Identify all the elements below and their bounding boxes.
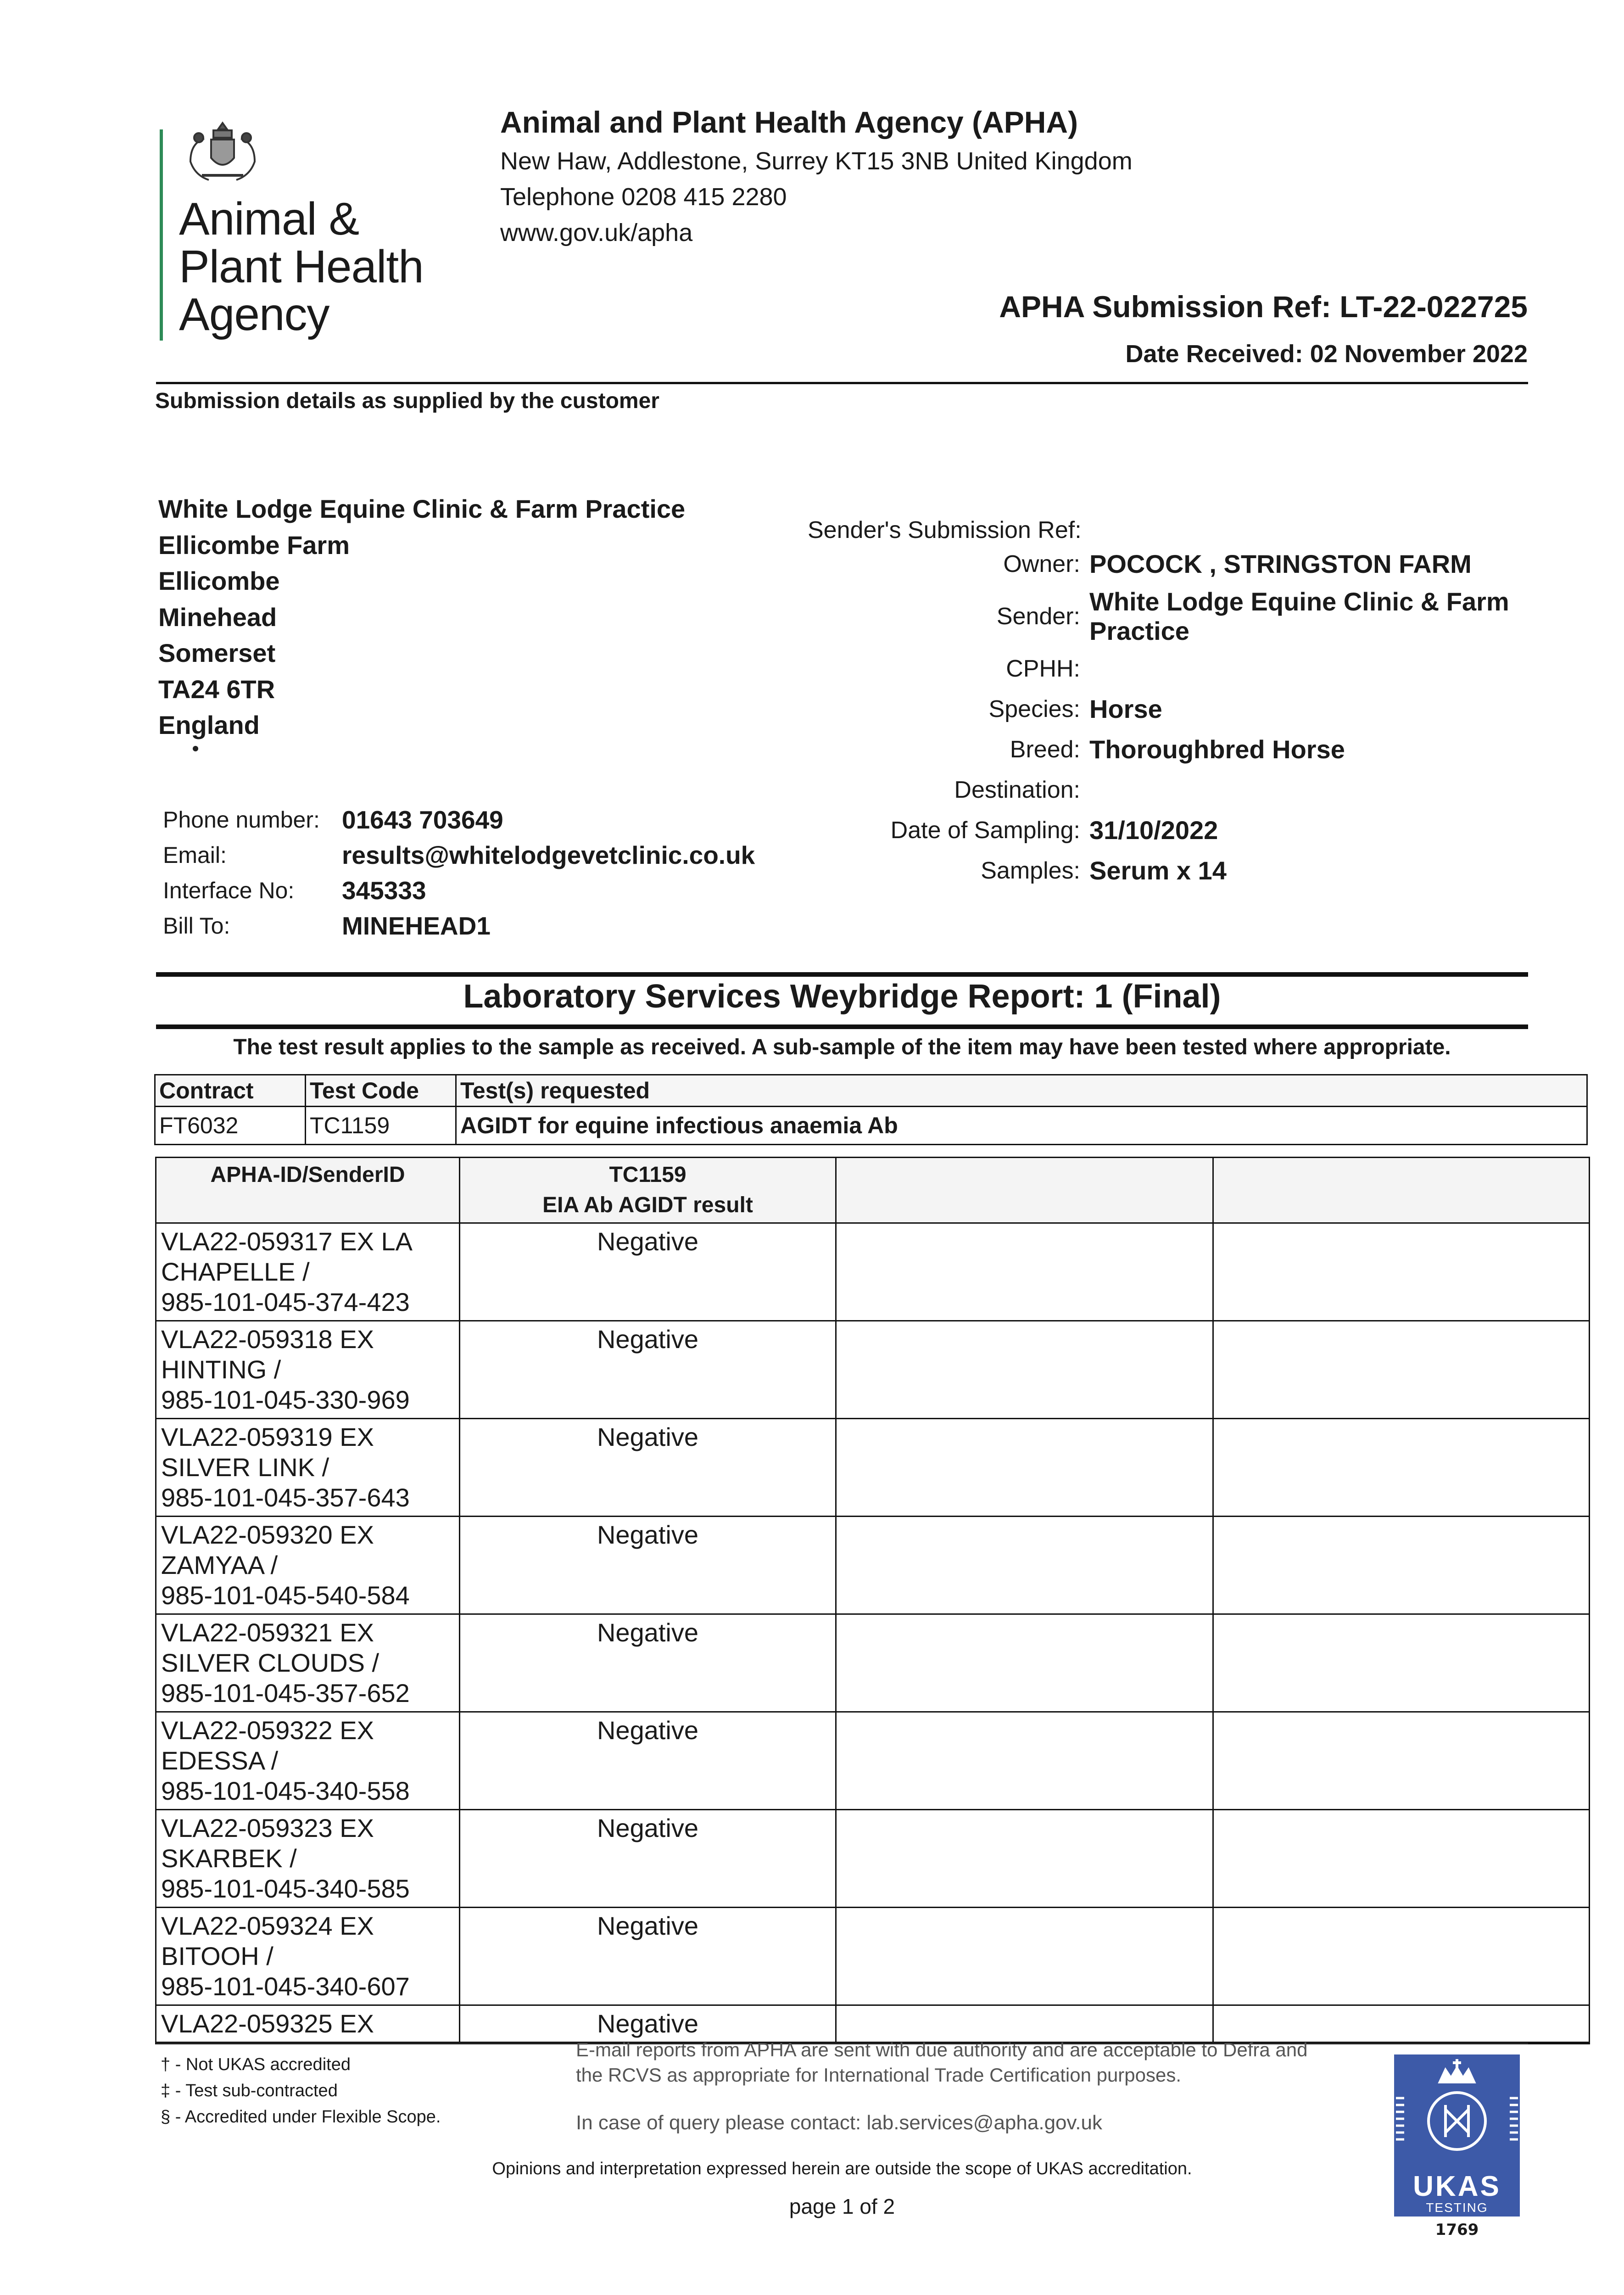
ukas-scope-note: Opinions and interpretation expressed herein are outside the scope of UKAS accreditation. (492, 2159, 1192, 2178)
sample-id-cell (156, 1223, 460, 1321)
logo-accent-bar (160, 129, 163, 341)
result-cell: Negative (460, 1614, 836, 1712)
sample-id-line: VLA22-059324 EX (161, 1911, 374, 1940)
table-row (156, 1223, 1590, 1321)
result-cell: Negative (460, 2005, 836, 2043)
results-header-row (156, 1158, 1590, 1223)
sample-id-line: VLA22-059317 EX LA (161, 1227, 413, 1256)
sample-id-cell (156, 1419, 460, 1517)
address-line: Somerset (158, 638, 276, 667)
detail-label: Date of Sampling: (890, 817, 1080, 844)
sample-id-line: VLA22-059323 EX (161, 1814, 374, 1842)
contact-label: Bill To: (163, 913, 230, 939)
table-row (156, 1517, 1590, 1614)
contact-row-bill-to (163, 908, 755, 944)
detail-sender (808, 584, 1565, 649)
detail-label: CPHH: (1006, 655, 1080, 682)
query-contact: In case of query please contact: lab.services@apha.gov.uk (576, 2111, 1102, 2134)
organisation-address: New Haw, Addlestone, Surrey KT15 3NB United Kingdom (500, 147, 1133, 175)
table-row (156, 1614, 1590, 1712)
ukas-testing-logo (1394, 2054, 1520, 2217)
customer-address (158, 491, 685, 744)
sample-id-line: VLA22-059320 EX (161, 1520, 374, 1549)
empty-cell (1213, 1810, 1590, 1908)
contact-row-interface (163, 873, 755, 908)
sample-id-line: VLA22-059321 EX (161, 1618, 374, 1647)
contract-cell: FT6032 (155, 1107, 306, 1145)
column-header-test-code: TC1159 (609, 1163, 686, 1187)
sample-id-line: SKARBEK / (161, 1844, 297, 1873)
address-line: Ellicombe Farm (158, 530, 350, 560)
sample-id-cell (156, 1712, 460, 1810)
column-header-test-name: EIA Ab AGIDT result (542, 1193, 753, 1217)
detail-label: Owner: (1003, 551, 1080, 577)
sample-id-line: 985-101-045-340-558 (161, 1776, 410, 1805)
detail-label: Destination: (954, 777, 1080, 803)
sample-id-line: VLA22-059318 EX (161, 1325, 374, 1354)
sample-id-line: VLA22-059319 EX (161, 1422, 374, 1451)
sample-id-line: SILVER CLOUDS / (161, 1648, 379, 1677)
agency-logo-text (179, 195, 424, 338)
detail-samples (808, 851, 1565, 891)
result-cell: Negative (460, 1223, 836, 1321)
logo-line: Animal & (179, 193, 359, 245)
address-line: Minehead (158, 602, 277, 632)
detail-value: POCOCK , STRINGSTON FARM (1089, 549, 1472, 578)
table-row (155, 1107, 1587, 1145)
contact-label: Email: (163, 842, 227, 868)
contact-email-link[interactable]: results@whitelodgevetclinic.co.uk (342, 841, 755, 869)
column-header-id: APHA-ID/SenderID (156, 1158, 460, 1223)
table-row (156, 1321, 1590, 1419)
organisation-website-link[interactable]: www.gov.uk/apha (500, 219, 693, 246)
detail-label: Species: (988, 696, 1080, 722)
detail-senders-ref (808, 516, 1565, 544)
address-line: England (158, 711, 260, 739)
column-header-empty (1213, 1158, 1590, 1223)
column-header-empty (836, 1158, 1213, 1223)
legend-sub-contracted: ‡ - Test sub-contracted (161, 2081, 338, 2100)
ukas-wordmark: UKAS (1413, 2171, 1501, 2202)
result-cell: Negative (460, 1517, 836, 1614)
sample-id-cell (156, 2005, 460, 2043)
legend-flexible-scope: § - Accredited under Flexible Scope. (161, 2107, 441, 2127)
contact-label: Interface No: (163, 878, 295, 903)
test-requested-cell: AGIDT for equine infectious anaemia Ab (456, 1107, 1587, 1145)
detail-value: Thoroughbred Horse (1089, 735, 1345, 764)
sample-id-line: 985-101-045-330-969 (161, 1385, 410, 1414)
empty-cell (1213, 1712, 1590, 1810)
empty-cell (836, 1419, 1213, 1517)
sample-id-cell (156, 1517, 460, 1614)
scan-speck (193, 746, 198, 751)
detail-value-line: Practice (1089, 616, 1189, 645)
detail-label: Samples: (981, 857, 1080, 884)
address-line: TA24 6TR (158, 674, 275, 704)
test-code-cell: TC1159 (306, 1107, 456, 1145)
table-row (156, 1712, 1590, 1810)
sample-id-cell (156, 1614, 460, 1712)
table-row (156, 1908, 1590, 2005)
detail-date-of-sampling (808, 810, 1565, 851)
sample-id-line: SILVER LINK / (161, 1453, 329, 1482)
sample-id-line: 985-101-045-374-423 (161, 1287, 410, 1316)
sample-id-line: 985-101-045-357-652 (161, 1679, 410, 1707)
detail-destination (808, 770, 1565, 810)
detail-breed (808, 729, 1565, 770)
sample-id-cell (156, 1908, 460, 2005)
contact-label: Phone number: (163, 807, 320, 833)
empty-cell (1213, 1614, 1590, 1712)
organisation-name: Animal and Plant Health Agency (APHA) (500, 105, 1078, 139)
empty-cell (1213, 1419, 1590, 1517)
sample-id-line: 985-101-045-340-585 (161, 1874, 410, 1903)
detail-value: Serum x 14 (1089, 856, 1227, 885)
logo-line: Agency (179, 289, 329, 340)
sample-id-cell (156, 1810, 460, 1908)
empty-cell (836, 1321, 1213, 1419)
empty-cell (836, 1614, 1213, 1712)
sample-applicability-note: The test result applies to the sample as received. A sub-sample of the item may have been tested where appropriate. (233, 1035, 1451, 1059)
column-header-tests-requested: Test(s) requested (456, 1075, 1587, 1107)
submission-reference: APHA Submission Ref: LT-22-022725 (999, 290, 1528, 324)
result-cell: Negative (460, 1419, 836, 1517)
detail-cphh (808, 649, 1565, 689)
address-line: Ellicombe (158, 566, 280, 595)
tests-requested-table (154, 1074, 1588, 1145)
result-cell: Negative (460, 1321, 836, 1419)
column-header-contract: Contract (155, 1075, 306, 1107)
report-band-bottom-rule (156, 1024, 1528, 1029)
accreditation-legend (161, 2052, 441, 2130)
report-title: Laboratory Services Weybridge Report: 1 (Final) (463, 978, 1221, 1015)
page-number: page 1 of 2 (789, 2194, 895, 2218)
sample-id-cell (156, 1321, 460, 1419)
contact-value: 345333 (342, 876, 426, 905)
detail-label: Sender: (996, 603, 1080, 630)
date-received: Date Received: 02 November 2022 (1125, 340, 1528, 368)
detail-value: 31/10/2022 (1089, 816, 1218, 845)
result-cell: Negative (460, 1810, 836, 1908)
detail-value-line: White Lodge Equine Clinic & Farm (1089, 587, 1509, 616)
column-header-test (460, 1158, 836, 1223)
detail-value: Horse (1089, 694, 1162, 723)
sample-id-line: HINTING / (161, 1355, 281, 1384)
royal-coat-of-arms-icon (177, 120, 268, 189)
result-cell: Negative (460, 1908, 836, 2005)
sample-id-line: 985-101-045-540-584 (161, 1581, 410, 1610)
empty-cell (1213, 1517, 1590, 1614)
sample-id-line: 985-101-045-357-643 (161, 1483, 410, 1512)
empty-cell (836, 1712, 1213, 1810)
detail-label: Sender's Submission Ref: (808, 517, 1082, 543)
sample-id-line: BITOOH / (161, 1942, 273, 1970)
table-row (156, 1419, 1590, 1517)
detail-value (1089, 587, 1509, 646)
sample-id-line: VLA22-059325 EX (161, 2009, 374, 2038)
sample-id-line: EDESSA / (161, 1746, 279, 1775)
sample-id-line: VLA22-059322 EX (161, 1716, 374, 1745)
tests-header-row (155, 1075, 1587, 1107)
empty-cell (1213, 1908, 1590, 2005)
sample-id-line: 985-101-045-340-607 (161, 1972, 410, 2001)
detail-owner (808, 544, 1565, 584)
empty-cell (836, 1517, 1213, 1614)
legend-not-ukas: † - Not UKAS accredited (161, 2055, 351, 2074)
contact-row-email (163, 838, 755, 873)
submission-details-caption: Submission details as supplied by the customer (155, 389, 659, 413)
contact-value: MINEHEAD1 (342, 912, 491, 940)
empty-cell (836, 1223, 1213, 1321)
result-cell: Negative (460, 1712, 836, 1810)
ukas-accreditation-number: 1769 (1435, 2221, 1479, 2239)
email-authority-notice: E-mail reports from APHA are sent with due authority and are acceptable to Defra and the RCVS as appropriate for International Trade Certification purposes. (576, 2039, 1308, 2086)
empty-cell (1213, 1321, 1590, 1419)
sample-id-line: CHAPELLE / (161, 1257, 310, 1286)
table-row (156, 1810, 1590, 1908)
results-table (155, 1157, 1590, 2044)
column-header-test-code: Test Code (306, 1075, 456, 1107)
header-divider (156, 382, 1528, 384)
contact-value: 01643 703649 (342, 806, 503, 834)
submission-details (808, 516, 1565, 891)
logo-line: Plant Health (179, 241, 424, 292)
detail-species (808, 689, 1565, 729)
sample-id-line: ZAMYAA / (161, 1551, 278, 1579)
organisation-telephone: Telephone 0208 415 2280 (500, 183, 787, 211)
contact-details (163, 802, 755, 944)
ukas-testing-label: TESTING (1426, 2200, 1488, 2215)
empty-cell (836, 1810, 1213, 1908)
contact-row-phone (163, 802, 755, 838)
empty-cell (1213, 1223, 1590, 1321)
detail-label: Breed: (1010, 736, 1080, 763)
ukas-crown-emblem-icon (1394, 2054, 1520, 2169)
empty-cell (836, 1908, 1213, 2005)
address-line: White Lodge Equine Clinic & Farm Practice (158, 494, 686, 523)
report-band-top-rule (156, 972, 1528, 977)
